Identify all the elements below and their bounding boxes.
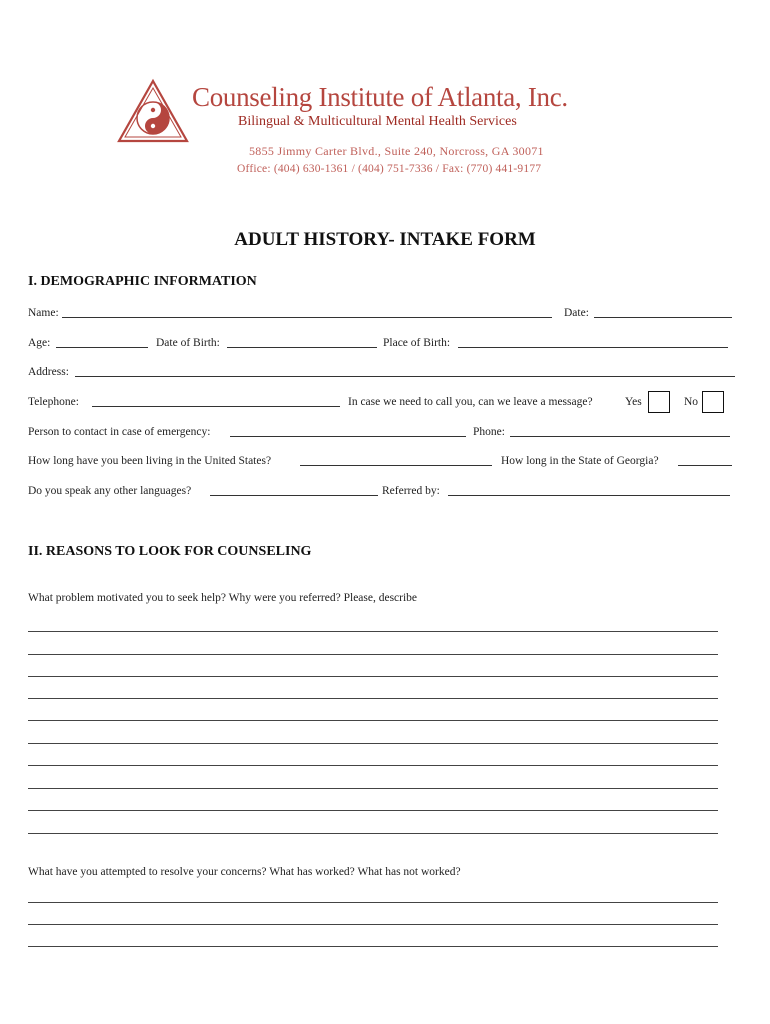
yes-checkbox[interactable] (648, 391, 670, 413)
address-field[interactable] (75, 366, 735, 377)
age-field[interactable] (56, 337, 148, 348)
referred-label: Referred by: (382, 485, 440, 497)
languages-label: Do you speak any other languages? (28, 485, 192, 497)
row-emergency-contact (28, 426, 738, 442)
answer1-line[interactable] (28, 654, 718, 655)
no-label: No (684, 396, 699, 408)
languages-field[interactable] (210, 485, 378, 496)
name-label: Name: (28, 307, 59, 319)
organization-tagline: Bilingual & Multicultural Mental Health Services (238, 114, 517, 129)
yes-label: Yes (625, 396, 642, 408)
answer1-line[interactable] (28, 788, 718, 789)
ga-duration-label: How long in the State of Georgia? (501, 455, 659, 467)
organization-name: Counseling Institute of Atlanta, Inc. (192, 82, 568, 112)
section-heading-reasons: II. REASONS TO LOOK FOR COUNSELING (28, 544, 312, 559)
telephone-field[interactable] (92, 396, 340, 407)
pob-field[interactable] (458, 337, 728, 348)
row-address (28, 366, 738, 382)
answer1-line[interactable] (28, 698, 718, 699)
section-heading-demographic: I. DEMOGRAPHIC INFORMATION (28, 274, 257, 289)
address-label: Address: (28, 366, 69, 378)
answer1-line[interactable] (28, 743, 718, 744)
answer2-line[interactable] (28, 902, 718, 903)
emergency-phone-field[interactable] (510, 426, 730, 437)
date-label: Date: (564, 307, 589, 319)
dob-label: Date of Birth: (156, 337, 220, 349)
organization-phones: Office: (404) 630-1361 / (404) 751-7336 / Fax: (770) 441-9177 (237, 163, 542, 175)
question-problem-motivation: What problem motivated you to seek help? Why were you referred? Please, describe (28, 592, 418, 604)
name-field[interactable] (62, 307, 552, 318)
us-duration-field[interactable] (300, 455, 492, 466)
yin-yang-triangle-logo (116, 78, 190, 144)
row-name-date (28, 307, 738, 323)
answer2-line[interactable] (28, 924, 718, 925)
emergency-label: Person to contact in case of emergency: (28, 426, 211, 438)
referred-field[interactable] (448, 485, 730, 496)
us-duration-label: How long have you been living in the United States? (28, 455, 272, 467)
emergency-field[interactable] (230, 426, 466, 437)
ga-duration-field[interactable] (678, 455, 732, 466)
telephone-label: Telephone: (28, 396, 79, 408)
question-attempts: What have you attempted to resolve your concerns? What has worked? What has not worked? (28, 866, 461, 878)
no-checkbox[interactable] (702, 391, 724, 413)
organization-address: 5855 Jimmy Carter Blvd., Suite 240, Norcross, GA 30071 (249, 144, 544, 158)
answer1-line[interactable] (28, 720, 718, 721)
age-label: Age: (28, 337, 51, 349)
answer1-line[interactable] (28, 833, 718, 834)
form-title: ADULT HISTORY- INTAKE FORM (234, 229, 536, 250)
date-field[interactable] (594, 307, 732, 318)
answer2-line[interactable] (28, 946, 718, 947)
phone-label: Phone: (473, 426, 505, 438)
row-telephone (28, 396, 738, 412)
row-residence-duration (28, 455, 738, 471)
message-question: In case we need to call you, can we leave a message? (348, 396, 593, 408)
answer1-line[interactable] (28, 765, 718, 766)
answer1-line[interactable] (28, 631, 718, 632)
answer1-line[interactable] (28, 810, 718, 811)
dob-field[interactable] (227, 337, 377, 348)
row-age-dob-pob (28, 337, 738, 353)
pob-label: Place of Birth: (383, 337, 451, 349)
row-languages-referral (28, 485, 738, 501)
answer1-line[interactable] (28, 676, 718, 677)
